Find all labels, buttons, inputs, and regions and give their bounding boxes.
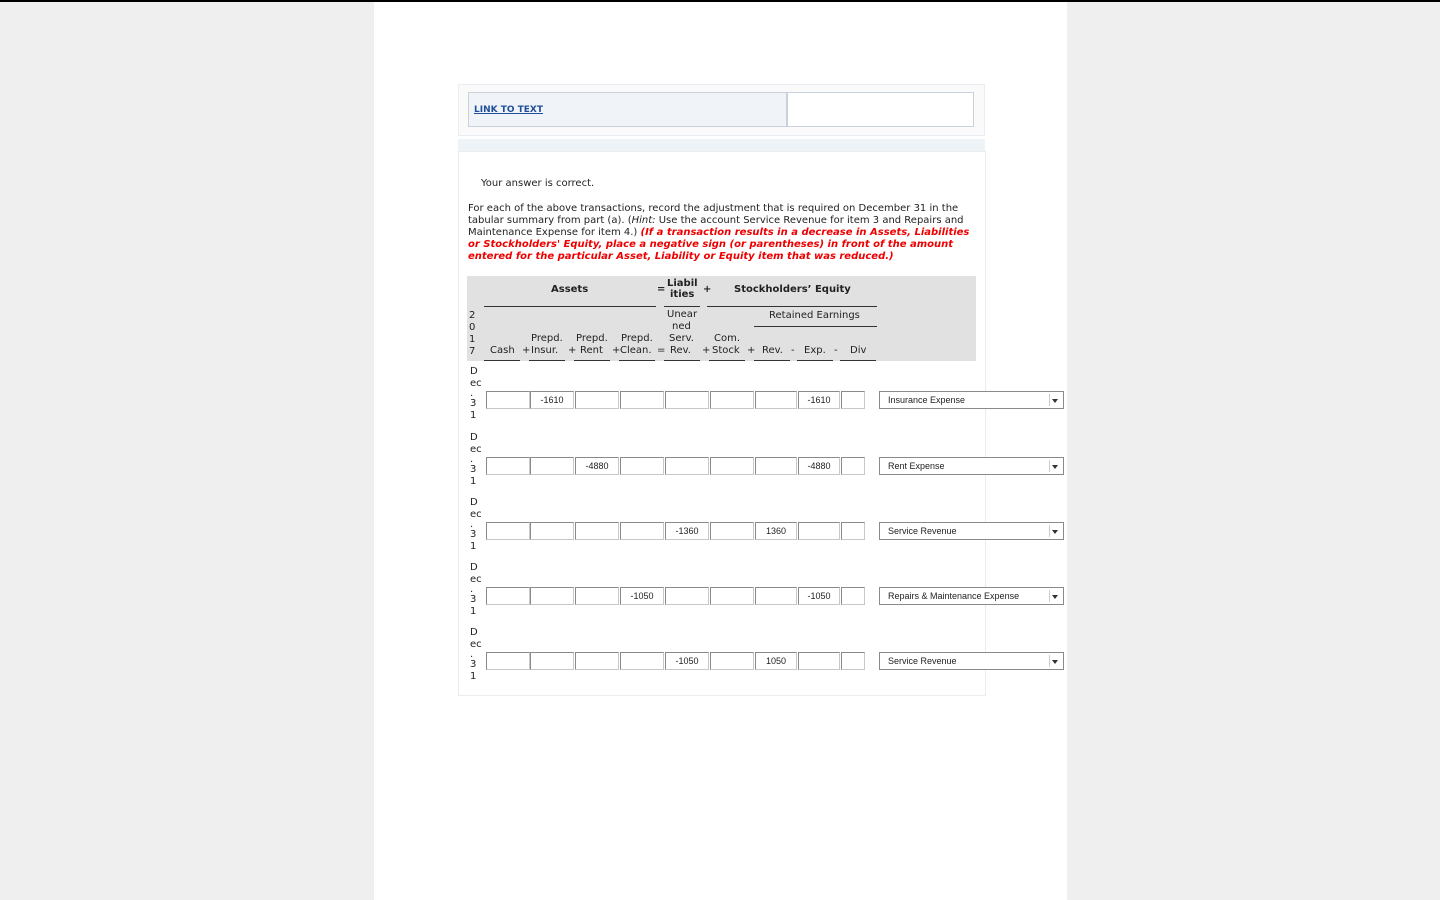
unearned-input[interactable] [665,587,709,605]
col-stock: Stock [712,345,740,356]
instructions [468,203,978,263]
op-equals: = [657,345,666,356]
chevron-down-icon[interactable] [1049,590,1061,602]
rev-input[interactable]: 1360 [755,522,797,540]
retained-rule [754,326,877,327]
equals-sign: = [657,284,666,295]
year-char: 1 [469,334,476,345]
op-plus: + [522,345,531,356]
stock-input[interactable] [710,457,754,475]
year-char: 7 [469,346,476,357]
chevron-down-icon[interactable] [1049,394,1061,406]
equity-header: Stockholders’ Equity [734,284,851,295]
unearned-input[interactable] [665,391,709,409]
op-minus: - [791,345,795,356]
cash-input[interactable] [486,522,530,540]
exp-input[interactable]: -4880 [798,457,840,475]
col-rule [529,360,565,361]
row-date-char: ec [470,639,482,650]
account-select[interactable] [879,522,1064,540]
clean-input[interactable] [620,457,664,475]
row-date-char: . [470,519,474,530]
row-date-char: 3 [470,398,477,409]
col-rule [619,360,655,361]
col-rule [664,360,700,361]
row-date-char: 1 [470,606,477,617]
insur-input[interactable] [530,587,574,605]
row-date-char: D [470,627,478,638]
rev-input[interactable] [755,457,797,475]
rent-input[interactable] [575,587,619,605]
row-date-char: . [470,649,474,660]
link-side-cell [787,92,974,127]
col-rule [754,360,790,361]
unearned-1: Unear [667,309,698,320]
chevron-down-icon[interactable] [1049,525,1061,537]
year-char: 2 [469,310,476,321]
unearned-input[interactable] [665,457,709,475]
cash-input[interactable] [486,587,530,605]
link-to-text[interactable]: LINK TO TEXT [474,105,544,115]
com-label: Com. [714,333,741,344]
unearned-3: Serv. [669,333,694,344]
col-unearned-rev: Rev. [670,345,691,356]
unearned-input[interactable]: -1360 [665,522,709,540]
assets-rule [484,306,656,307]
op-plus: + [747,345,756,356]
rev-input[interactable] [755,391,797,409]
row-date-char: . [470,388,474,399]
clean-input[interactable]: -1050 [620,587,664,605]
account-select-value: Repairs & Maintenance Expense [888,591,1020,601]
insur-input[interactable] [530,522,574,540]
col-rule [797,360,833,361]
year-char: 0 [469,322,476,333]
row-date-char: 1 [470,671,477,682]
prepd-label: Prepd. [576,333,608,344]
rent-input[interactable]: -4880 [575,457,619,475]
row-date-char: D [470,366,478,377]
insur-input[interactable]: -1610 [530,391,574,409]
hint-label: Hint: [631,215,656,226]
row-date-char: D [470,497,478,508]
account-select[interactable] [879,652,1064,670]
row-date-char: ec [470,509,482,520]
rent-input[interactable] [575,391,619,409]
row-date-char: 1 [470,410,477,421]
row-date-char: D [470,562,478,573]
unearned-input[interactable]: -1050 [665,652,709,670]
exp-input[interactable]: -1610 [798,391,840,409]
rev-input[interactable] [755,587,797,605]
row-date-char: . [470,454,474,465]
row-date-char: ec [470,574,482,585]
row-date-char: 1 [470,541,477,552]
retained-earnings-header: Retained Earnings [769,310,860,321]
rent-input[interactable] [575,522,619,540]
row-date-char: ec [470,444,482,455]
exp-input[interactable]: -1050 [798,587,840,605]
row-date-char: 3 [470,659,477,670]
stock-input[interactable] [710,522,754,540]
div-input[interactable] [841,587,865,605]
account-select[interactable] [879,457,1064,475]
account-select-value: Insurance Expense [888,395,966,405]
op-plus: + [612,345,621,356]
account-select-value: Service Revenue [888,656,957,666]
assets-header: Assets [551,284,589,295]
row-date-char: D [470,432,478,443]
row-date-char: . [470,584,474,595]
divider-stripe [458,139,985,151]
stock-input[interactable] [710,587,754,605]
prepd-label: Prepd. [531,333,563,344]
liabilities-header-1: Liabil [667,278,698,289]
div-input[interactable] [841,391,865,409]
account-select[interactable] [879,587,1064,605]
cash-input[interactable] [486,652,530,670]
liabilities-header-2: ities [670,289,695,300]
div-input[interactable] [841,457,865,475]
exp-input[interactable] [798,522,840,540]
row-date-char: ec [470,378,482,389]
col-rule [574,360,610,361]
op-minus: - [834,345,838,356]
clean-input[interactable] [620,522,664,540]
col-rule [484,360,520,361]
stock-input[interactable] [710,652,754,670]
row-date-char: 3 [470,464,477,475]
col-insur: Insur. [531,345,559,356]
row-date-char: 3 [470,594,477,605]
col-clean: Clean. [620,345,652,356]
col-rule [709,360,745,361]
rent-input[interactable] [575,652,619,670]
equity-rule [707,306,877,307]
chevron-down-icon[interactable] [1049,460,1061,472]
account-select-value: Service Revenue [888,526,957,536]
col-rev: Rev. [762,345,783,356]
div-input[interactable] [841,652,865,670]
exp-input[interactable] [798,652,840,670]
stock-input[interactable] [710,391,754,409]
row-date-char: 1 [470,476,477,487]
instr-text-2: Use the account Service Revenue for item 3 and Repairs and Maintenance Expense for item 4.) [468,215,964,238]
op-plus: + [568,345,577,356]
prepd-label: Prepd. [621,333,653,344]
account-select[interactable] [879,391,1064,409]
rev-input[interactable]: 1050 [755,652,797,670]
div-input[interactable] [841,522,865,540]
col-rule [840,360,876,361]
op-plus: + [702,345,711,356]
insur-input[interactable] [530,457,574,475]
plus-sign: + [703,284,712,295]
clean-input[interactable] [620,652,664,670]
instr-warning: (If a transaction results in a decrease in Assets, Liabilities or Stockholders' Equity, place a negative sign (or parentheses) in front of the amount entered for the particular Asset, Liability or Equity item that was reduced.) [468,227,970,262]
chevron-down-icon[interactable] [1049,655,1061,667]
answer-status: Your answer is correct. [481,178,595,189]
col-cash: Cash [490,345,515,356]
col-rent: Rent [580,345,603,356]
cash-input[interactable] [486,457,530,475]
insur-input[interactable] [530,652,574,670]
col-exp: Exp. [804,345,826,356]
clean-input[interactable] [620,391,664,409]
cash-input[interactable] [486,391,530,409]
col-div: Div [850,345,867,356]
account-select-value: Rent Expense [888,461,945,471]
row-date-char: 3 [470,529,477,540]
unearned-2: ned [672,321,691,332]
instr-text-1: For each of the above transactions, record the adjustment that is required on December 31 in the tabular summary from part (a). ( [468,203,959,226]
liab-rule [664,306,700,307]
